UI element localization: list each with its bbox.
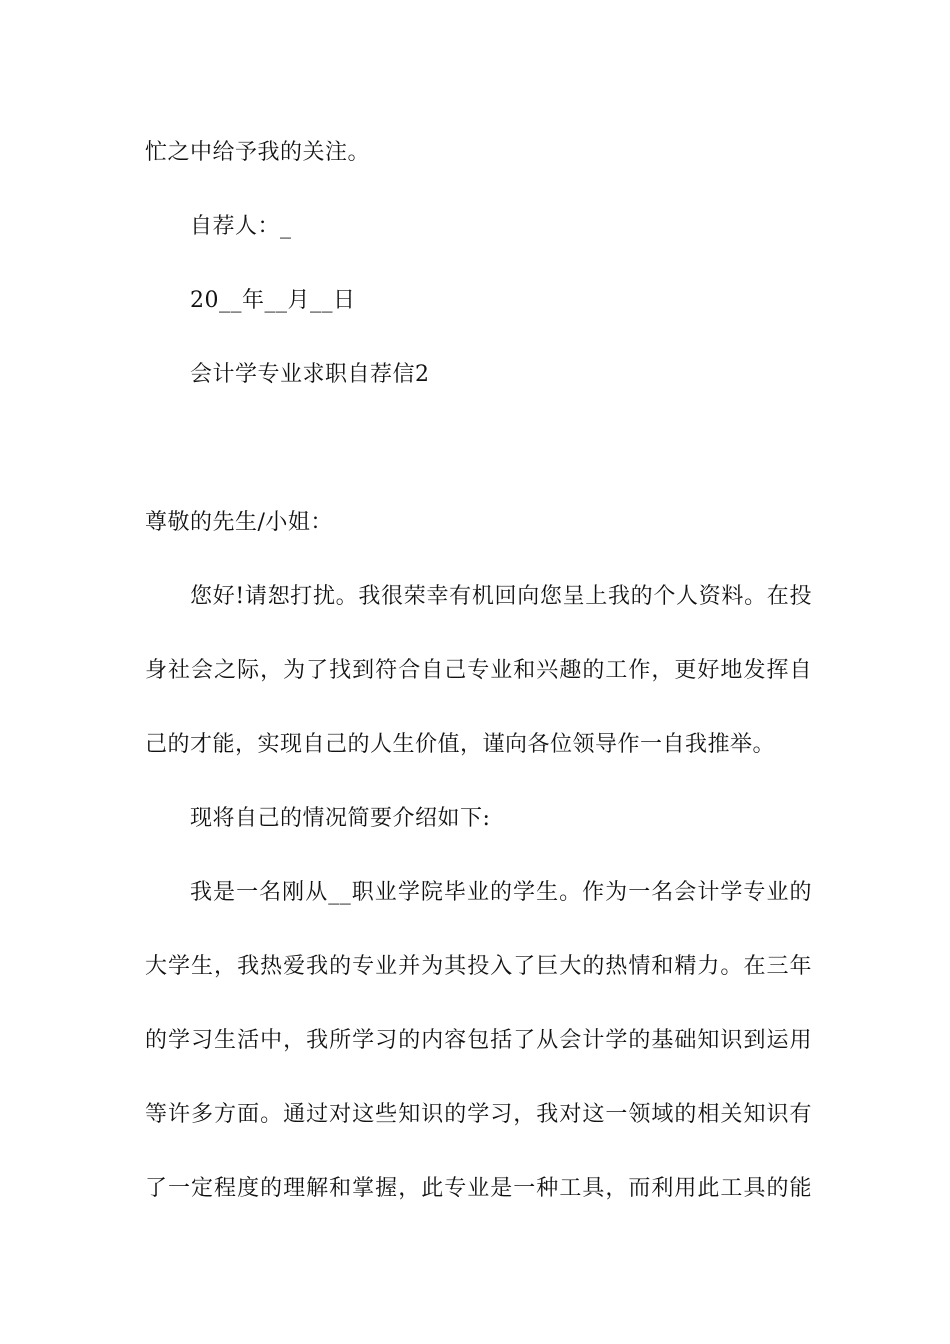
paragraph-line: 身社会之际，为了找到符合自己专业和兴趣的工作，更好地发挥自 bbox=[145, 658, 812, 683]
paragraph-line: 我是一名刚从__职业学院毕业的学生。作为一名会计学专业的 bbox=[190, 880, 812, 905]
paragraph-line: 了一定程度的理解和掌握，此专业是一种工具，而利用此工具的能 bbox=[145, 1176, 812, 1201]
paragraph-line: 您好!请恕打扰。我很荣幸有机回向您呈上我的个人资料。在投 bbox=[190, 584, 812, 609]
paragraph-line: 现将自己的情况简要介绍如下: bbox=[190, 806, 491, 831]
paragraph-line: 大学生，我热爱我的专业并为其投入了巨大的热情和精力。在三年 bbox=[145, 954, 812, 979]
signature-line: 自荐人：_ bbox=[190, 214, 292, 239]
date-line: 20__年__月__日 bbox=[190, 288, 356, 313]
letter-title: 会计学专业求职自荐信2 bbox=[190, 362, 430, 387]
paragraph-line: 的学习生活中，我所学习的内容包括了从会计学的基础知识到运用 bbox=[145, 1028, 812, 1053]
paragraph-line: 己的才能，实现自己的人生价值，谨向各位领导作一自我推举。 bbox=[145, 732, 776, 757]
salutation: 尊敬的先生/小姐： bbox=[145, 510, 333, 535]
text-line-closing: 忙之中给予我的关注。 bbox=[145, 140, 371, 165]
paragraph-line: 等许多方面。通过对这些知识的学习，我对这一领域的相关知识有 bbox=[145, 1102, 812, 1127]
